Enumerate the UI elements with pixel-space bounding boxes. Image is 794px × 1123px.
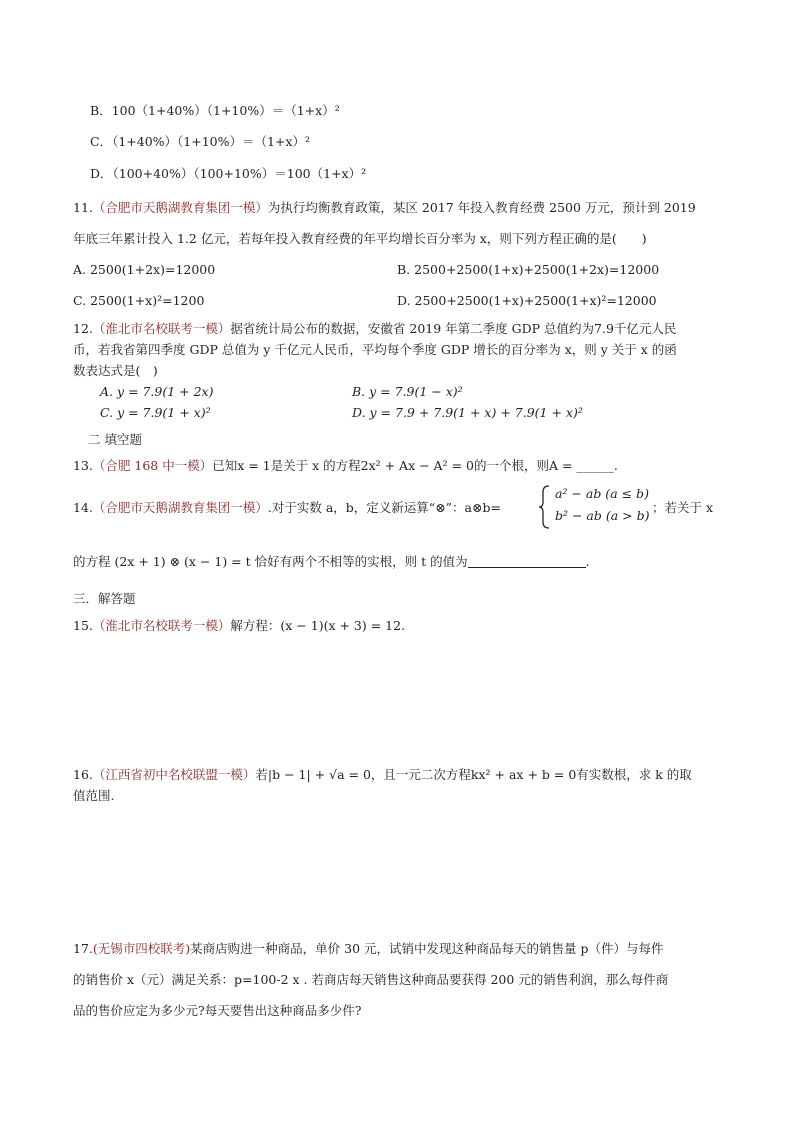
q14-equation-text: 的方程 (2x + 1) ⊗ (x − 1) = t 恰好有两个不相等的实根，则 t 的值为 [73, 554, 468, 569]
q12-option-c: C. y = 7.9(1 + x)² [100, 405, 211, 420]
q14-piecewise-definition [537, 484, 667, 530]
q17-source: (无锡市四校联考) [92, 941, 191, 956]
q14-case-1: a² − ab (a ≤ b) [555, 486, 649, 501]
q10-option-c: C．（1+40%）（1+10%）＝（1+x）² [90, 134, 310, 149]
q11-option-d: D. 2500+2500(1+x)+2500(1+x)²=12000 [397, 293, 657, 308]
q11-option-a: A. 2500(1+2x)=12000 [73, 262, 216, 277]
q11-option-c: C. 2500(1+x)²=1200 [73, 293, 205, 308]
q15-number: 15. [73, 618, 93, 633]
q11-option-b: B. 2500+2500(1+x)+2500(1+2x)=12000 [397, 262, 660, 277]
q13-line [73, 457, 618, 475]
q12-line3: 数表达式是( ) [73, 363, 158, 378]
q11-line1 [73, 199, 696, 217]
q15-text: 解方程：(x − 1)(x + 3) = 12. [230, 618, 406, 633]
q14-text-2: ；若关于 x [652, 500, 714, 515]
q12-option-d: D. y = 7.9 + 7.9(1 + x) + 7.9(1 + x)² [352, 405, 583, 420]
q17-text-1: 某商店购进一种商品，单价 30 元，试销中发现这种商品每天的销售量 p（件）与每件 [190, 941, 664, 956]
q14-answer-blank [468, 555, 586, 568]
q16-number: 16. [73, 767, 93, 782]
q13-number: 13. [73, 458, 93, 473]
q14-end: . [585, 554, 590, 569]
q13-source: （合肥 168 中一模） [92, 458, 213, 473]
q17-line1 [73, 940, 664, 958]
q11-source: （合肥市天鹅湖教育集团一模） [92, 200, 268, 215]
q16-text-1: 若|b − 1| + √a = 0，且一元二次方程kx² + ax + b = 0有实数根，求 k 的取 [255, 767, 692, 782]
q13-text: 已知x = 1是关于 x 的方程2x² + Ax − A² = 0的一个根，则A = ______. [212, 458, 618, 473]
q10-option-b: B．100（1+40%）（1+10%）＝（1+x）² [90, 103, 340, 118]
q12-option-b: B. y = 7.9(1 − x)² [352, 384, 463, 399]
q11-text-1: 为执行均衡教育政策，某区 2017 年投入教育经费 2500 万元，预计到 2019 [267, 200, 696, 215]
q12-text-1: 据省统计局公布的数据，安徽省 2019 年第二季度 GDP 总值约为7.9千亿元人民 [230, 321, 677, 336]
q16-line2: 值范围. [73, 788, 115, 803]
q11-line2: 年底三年累计投入 1.2 亿元，若每年投入教育经费的年平均增长百分率为 x，则下列方程正确的是( ) [73, 231, 647, 246]
q14-source: （合肥市天鹅湖教育集团一模） [92, 500, 268, 515]
q15-source: （淮北市名校联考一模） [92, 618, 231, 633]
q17-line2: 的销售价 x（元）满足关系：p=100-2 x . 若商店每天销售这种商品要获得 200 元的销售利润，那么每件商 [73, 972, 669, 987]
q14-number: 14. [73, 500, 93, 515]
q15-line [73, 617, 405, 635]
q11-number: 11. [73, 200, 93, 215]
q12-option-a: A. y = 7.9(1 + 2x) [100, 384, 214, 399]
q12-line2: 币，若我省第四季度 GDP 总值为 y 千亿元人民币，平均每个季度 GDP 增长的百分率为 x，则 y 关于 x 的函 [73, 342, 677, 357]
q12-source: （淮北市名校联考一模） [92, 321, 231, 336]
section-3-heading: 三．解答题 [73, 591, 136, 606]
left-brace-icon [537, 484, 551, 530]
q16-line1 [73, 766, 692, 784]
q14-text-1: .对于实数 a，b，定义新运算“⊗”：a⊗b= [267, 500, 501, 515]
q14-line1 [73, 499, 501, 517]
q14-case-2: b² − ab (a > b) [555, 508, 650, 523]
q16-source: （江西省初中名校联盟一模） [92, 767, 256, 782]
section-2-heading: 二 填空题 [88, 432, 142, 447]
q17-number: 17. [73, 941, 93, 956]
q12-line1 [73, 320, 676, 338]
q10-option-d: D．（100+40%）（100+10%）＝100（1+x）² [90, 166, 367, 181]
q14-line2 [73, 553, 590, 571]
q12-number: 12. [73, 321, 93, 336]
q17-line3: 品的售价应定为多少元?每天要售出这种商品多少件? [73, 1003, 362, 1018]
